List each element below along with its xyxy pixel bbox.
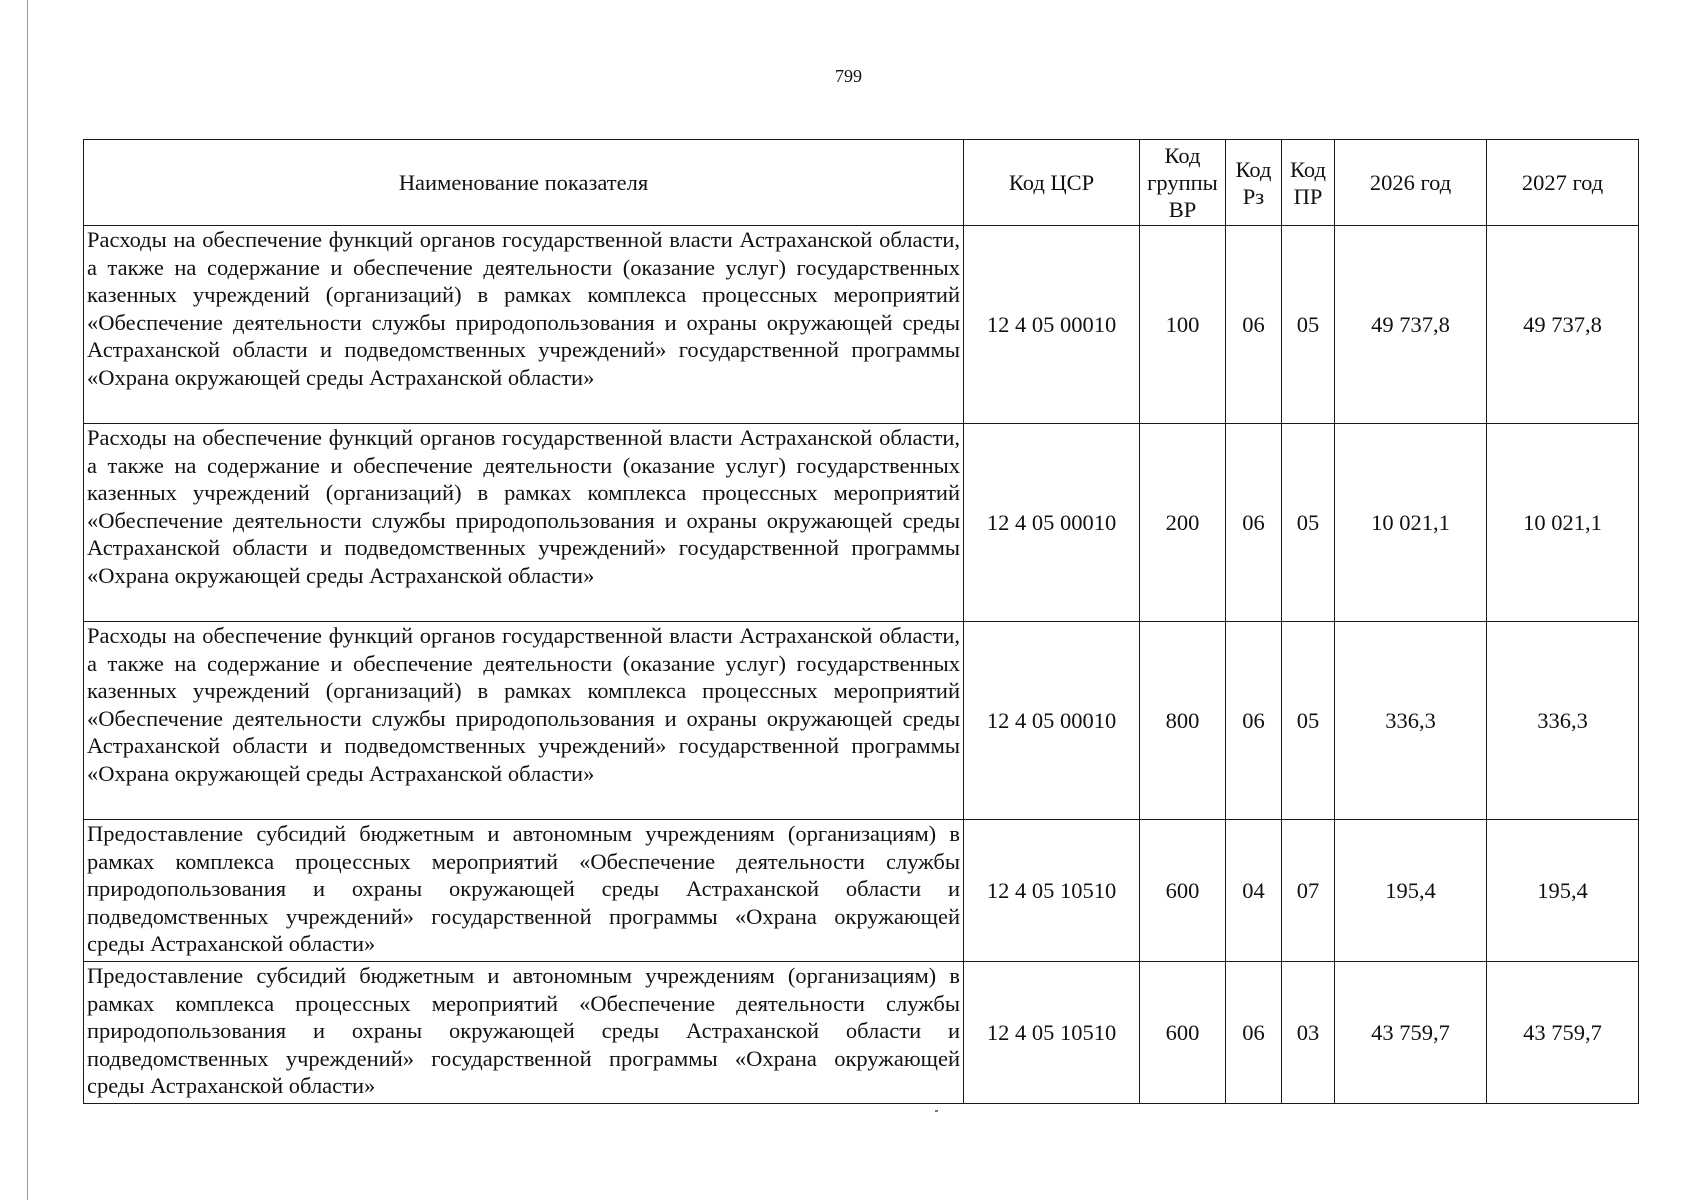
cell-pr: 07	[1282, 820, 1335, 962]
cell-2027: 10 021,1	[1487, 424, 1639, 622]
header-2026: 2026 год	[1335, 140, 1487, 226]
cell-2026: 336,3	[1335, 622, 1487, 820]
cell-vr: 600	[1140, 820, 1226, 962]
cell-vr: 100	[1140, 226, 1226, 424]
cell-csr: 12 4 05 00010	[964, 226, 1140, 424]
cell-2026: 43 759,7	[1335, 962, 1487, 1104]
cell-name: Расходы на обеспечение функций органов государственной власти Астраханской области, а также на содержание и обеспечение деятельности (оказание услуг) государственных казенных учреждений (организаций) в рамках комплекса процессных мероприятий «Обеспечение деятельности службы природопользования и охраны окружающей среды Астраханской области и подведомственных учреждений» государственной программы «Охрана окружающей среды Астраханской области»	[84, 226, 964, 424]
cell-2027: 43 759,7	[1487, 962, 1639, 1104]
scan-edge-line	[27, 0, 28, 1200]
header-csr: Код ЦСР	[964, 140, 1140, 226]
cell-csr: 12 4 05 00010	[964, 424, 1140, 622]
cell-rz: 06	[1226, 622, 1282, 820]
cell-csr: 12 4 05 10510	[964, 820, 1140, 962]
header-vr: Код группы ВР	[1140, 140, 1226, 226]
cell-2026: 49 737,8	[1335, 226, 1487, 424]
table-row	[84, 962, 1639, 1104]
cell-csr: 12 4 05 10510	[964, 962, 1140, 1104]
budget-table	[83, 139, 1639, 1104]
cell-vr: 200	[1140, 424, 1226, 622]
cell-pr: 05	[1282, 424, 1335, 622]
header-pr: Код ПР	[1282, 140, 1335, 226]
table-row	[84, 424, 1639, 622]
cell-name: Расходы на обеспечение функций органов государственной власти Астраханской области, а также на содержание и обеспечение деятельности (оказание услуг) государственных казенных учреждений (организаций) в рамках комплекса процессных мероприятий «Обеспечение деятельности службы природопользования и охраны окружающей среды Астраханской области и подведомственных учреждений» государственной программы «Охрана окружающей среды Астраханской области»	[84, 424, 964, 622]
table-row	[84, 622, 1639, 820]
scan-speck	[935, 1110, 938, 1112]
cell-rz: 06	[1226, 226, 1282, 424]
cell-pr: 05	[1282, 226, 1335, 424]
cell-pr: 03	[1282, 962, 1335, 1104]
cell-name: Предоставление субсидий бюджетным и автономным учреждениям (организациям) в рамках комплекса процессных мероприятий «Обеспечение деятельности службы природопользования и охраны окружающей среды Астраханской области и подведомственных учреждений» государственной программы «Охрана окружающей среды Астраханской области»	[84, 820, 964, 962]
cell-rz: 04	[1226, 820, 1282, 962]
header-rz: Код Рз	[1226, 140, 1282, 226]
cell-2026: 195,4	[1335, 820, 1487, 962]
page-number: 799	[835, 66, 862, 86]
cell-2027: 336,3	[1487, 622, 1639, 820]
cell-vr: 800	[1140, 622, 1226, 820]
table-row	[84, 820, 1639, 962]
cell-2027: 49 737,8	[1487, 226, 1639, 424]
cell-pr: 05	[1282, 622, 1335, 820]
cell-name: Расходы на обеспечение функций органов государственной власти Астраханской области, а также на содержание и обеспечение деятельности (оказание услуг) государственных казенных учреждений (организаций) в рамках комплекса процессных мероприятий «Обеспечение деятельности службы природопользования и охраны окружающей среды Астраханской области и подведомственных учреждений» государственной программы «Охрана окружающей среды Астраханской области»	[84, 622, 964, 820]
cell-rz: 06	[1226, 962, 1282, 1104]
header-2027: 2027 год	[1487, 140, 1639, 226]
cell-2027: 195,4	[1487, 820, 1639, 962]
cell-name: Предоставление субсидий бюджетным и автономным учреждениям (организациям) в рамках комплекса процессных мероприятий «Обеспечение деятельности службы природопользования и охраны окружающей среды Астраханской области и подведомственных учреждений» государственной программы «Охрана окружающей среды Астраханской области»	[84, 962, 964, 1104]
cell-2026: 10 021,1	[1335, 424, 1487, 622]
table-row	[84, 226, 1639, 424]
cell-csr: 12 4 05 00010	[964, 622, 1140, 820]
cell-vr: 600	[1140, 962, 1226, 1104]
header-name: Наименование показателя	[84, 140, 964, 226]
table-header-row	[84, 140, 1639, 226]
cell-rz: 06	[1226, 424, 1282, 622]
